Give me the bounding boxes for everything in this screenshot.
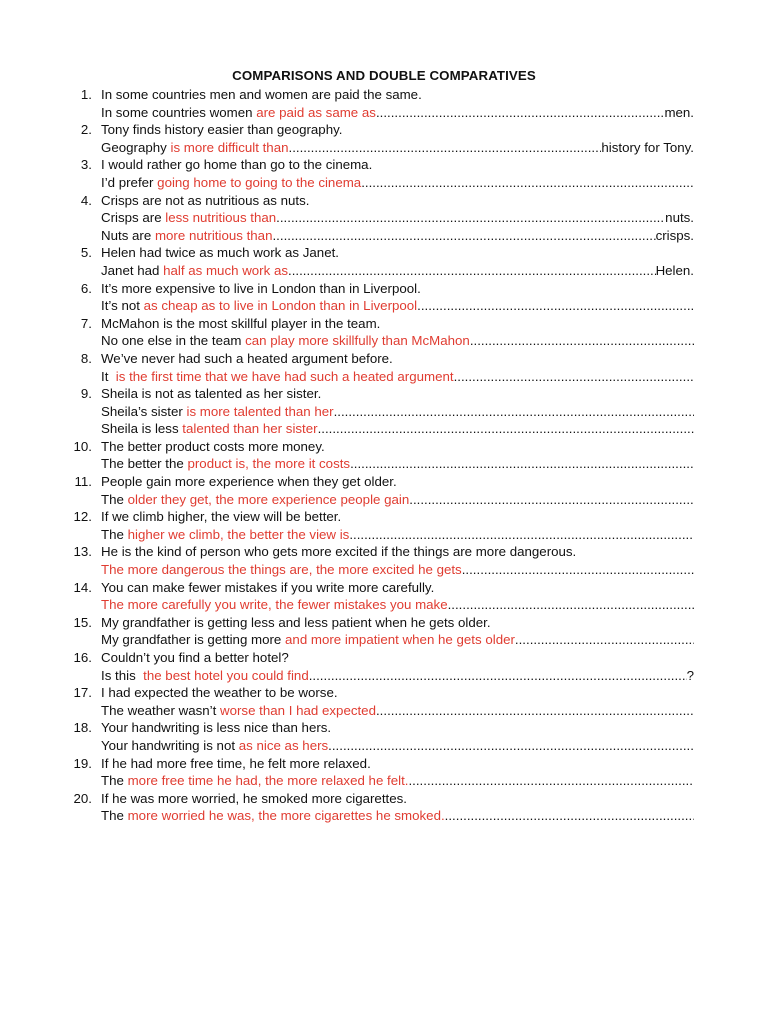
answer-lead-in: The [101, 773, 128, 789]
dotted-blank [408, 772, 694, 790]
dotted-blank [289, 139, 602, 157]
answer-ending: crisps. [655, 227, 694, 243]
exercise-number: 14. [73, 579, 92, 595]
dotted-blank [272, 227, 655, 245]
dotted-blank [318, 420, 694, 438]
exercise-prompt-line [0, 579, 768, 597]
dotted-blank [515, 631, 694, 649]
exercise-answer-line [0, 420, 768, 438]
answer-lead-in: The [101, 808, 128, 824]
exercise-number: 9. [80, 386, 92, 402]
answer-sentence [101, 772, 694, 790]
answer-text: and more impatient when he gets older [285, 632, 515, 648]
answer-text: going home to going to the cinema [157, 174, 362, 190]
answer-sentence [101, 455, 694, 473]
exercise-answer-line [0, 209, 768, 227]
exercise-prompt: If he had more free time, he felt more relaxed. [101, 755, 371, 771]
answer-lead-in: Your handwriting is not [101, 737, 239, 753]
exercise-answer-line [0, 262, 768, 280]
exercise-prompt-line [0, 614, 768, 632]
answer-lead-in: The weather wasn’t [101, 702, 220, 718]
answer-ending: men. [664, 104, 694, 120]
answer-lead-in: Geography [101, 139, 171, 155]
answer-lead-in: Sheila is less [101, 421, 183, 437]
exercise-prompt-line [0, 121, 768, 139]
exercise-prompt-line [0, 438, 768, 456]
answer-sentence [101, 702, 694, 720]
exercise-answer-line [0, 772, 768, 790]
exercise-number: 7. [80, 315, 92, 331]
answer-text: can play more skillfully than McMahon [245, 333, 470, 349]
answer-lead-in: Nuts are [101, 227, 155, 243]
answer-text: The more dangerous the things are, the more excited he gets [101, 562, 462, 578]
exercise-answer-line [0, 139, 768, 157]
exercise-number: 8. [80, 350, 92, 366]
answer-text: are paid as same as [256, 104, 376, 120]
answer-text: as nice as hers [238, 737, 329, 753]
exercise-prompt: It’s more expensive to live in London than in Liverpool. [101, 280, 421, 296]
dotted-blank [334, 403, 694, 421]
exercise-prompt: Couldn’t you find a better hotel? [101, 650, 289, 665]
answer-sentence [101, 420, 694, 438]
dotted-blank [376, 104, 664, 122]
answer-text: is more talented than her [186, 403, 334, 419]
answer-lead-in: Is this [101, 667, 144, 683]
exercise-prompt: If he was more worried, he smoked more cigarettes. [101, 790, 407, 806]
answer-text: older they get, the more experience people gain [127, 491, 410, 507]
exercise-number: 4. [80, 192, 92, 208]
answer-lead-in: Sheila’s sister [101, 403, 187, 419]
exercise-number: 18. [73, 720, 92, 736]
exercise-prompt-line [0, 755, 768, 773]
answer-lead-in: The [101, 491, 128, 507]
answer-text: is more difficult than [170, 139, 289, 155]
answer-lead-in: Crisps are [101, 210, 166, 226]
exercise-prompt-line [0, 350, 768, 368]
answer-text: The more carefully you write, the fewer mistakes you make [101, 597, 448, 613]
answer-text: product is, the more it costs [187, 456, 351, 472]
answer-text: more nutritious than [154, 227, 273, 243]
answer-lead-in: The better the [101, 456, 188, 472]
exercise-prompt-line [0, 543, 768, 561]
answer-text: as cheap as to live in London than in Liverpool [143, 298, 418, 314]
exercise-answer-line [0, 491, 768, 509]
exercise-number: 13. [73, 544, 92, 560]
answer-text: higher we climb, the better the view is [127, 526, 350, 542]
exercise-prompt: He is the kind of person who gets more excited if the things are more dangerous. [101, 544, 577, 560]
exercise-prompt: People gain more experience when they get older. [101, 474, 397, 490]
exercise-answer-line [0, 667, 768, 685]
exercise-prompt: Helen had twice as much work as Janet. [101, 245, 339, 261]
answer-sentence [101, 368, 694, 386]
exercise-number: 15. [73, 614, 92, 630]
answer-lead-in: It’s not [101, 298, 144, 314]
answer-text: is the first time that we have had such a heated argument [115, 368, 454, 384]
answer-text: more worried he was, the more cigarettes he smoked. [127, 808, 445, 824]
exercise-number: 6. [80, 280, 92, 296]
answer-sentence [101, 104, 694, 122]
exercise-prompt: You can make fewer mistakes if you write more carefully. [101, 579, 435, 595]
answer-lead-in: It [101, 368, 116, 384]
answer-sentence [101, 403, 694, 421]
exercise-answer-line [0, 403, 768, 421]
exercise-prompt: If we climb higher, the view will be better. [101, 509, 342, 525]
exercise-number: 1. [80, 87, 92, 102]
dotted-blank [454, 368, 694, 386]
answer-sentence [101, 807, 694, 825]
answer-sentence [101, 561, 694, 579]
answer-text: the best hotel you could find [143, 667, 309, 683]
exercise-prompt: In some countries men and women are paid the same. [101, 87, 422, 102]
answer-sentence [101, 332, 694, 350]
exercise-number: 16. [73, 650, 92, 665]
exercise-answer-line [0, 174, 768, 192]
answer-text: more free time he had, the more relaxed he felt. [127, 773, 409, 789]
dotted-blank [417, 297, 694, 315]
answer-text: worse than I had expected [220, 702, 376, 718]
answer-sentence [101, 631, 694, 649]
exercise-answer-line [0, 526, 768, 544]
exercise-prompt: Tony finds history easier than geography. [101, 122, 343, 138]
exercise-number: 10. [73, 438, 92, 454]
dotted-blank [470, 332, 694, 350]
answer-sentence [101, 737, 694, 755]
answer-sentence [101, 209, 694, 227]
answer-ending: ? [686, 667, 694, 683]
answer-sentence [101, 596, 694, 614]
dotted-blank [288, 262, 656, 280]
worksheet-title: COMPARISONS AND DOUBLE COMPARATIVES [232, 68, 536, 83]
exercise-prompt-line [0, 280, 768, 298]
dotted-blank [445, 807, 694, 825]
dotted-blank [361, 174, 694, 192]
exercise-answer-line [0, 807, 768, 825]
dotted-blank [462, 561, 694, 579]
exercise-answer-line [0, 104, 768, 122]
exercise-answer-line [0, 631, 768, 649]
dotted-blank [349, 526, 694, 544]
dotted-blank [376, 702, 694, 720]
answer-lead-in: The [101, 526, 128, 542]
answer-lead-in: No one else in the team [101, 333, 246, 349]
exercise-prompt: Your handwriting is less nice than hers. [101, 720, 332, 736]
answer-ending: Helen. [655, 262, 694, 278]
answer-lead-in: I’d prefer [101, 174, 158, 190]
exercise-answer-line [0, 702, 768, 720]
exercise-number: 17. [73, 685, 92, 701]
exercise-prompt-line [0, 315, 768, 333]
exercise-prompt: My grandfather is getting less and less patient when he gets older. [101, 614, 491, 630]
exercise-answer-line [0, 332, 768, 350]
dotted-blank [350, 455, 694, 473]
exercise-answer-line [0, 297, 768, 315]
exercise-prompt: McMahon is the most skillful player in the team. [101, 315, 381, 331]
dotted-blank [309, 667, 687, 685]
answer-sentence [101, 667, 694, 685]
exercise-prompt-line [0, 473, 768, 491]
exercise-number: 20. [73, 790, 92, 806]
dotted-blank [448, 596, 694, 614]
exercise-number: 2. [80, 122, 92, 138]
dotted-blank [328, 737, 694, 755]
answer-sentence [101, 491, 694, 509]
answer-sentence [101, 526, 694, 544]
exercise-prompt-line [0, 156, 768, 174]
exercise-answer-line [0, 455, 768, 473]
answer-text: talented than her sister [182, 421, 318, 437]
exercise-number: 19. [73, 755, 92, 771]
dotted-blank [409, 491, 694, 509]
answer-sentence [101, 297, 694, 315]
answer-ending: nuts. [665, 210, 694, 226]
exercise-answer-line [0, 561, 768, 579]
exercise-answer-line [0, 596, 768, 614]
exercise-prompt-line [0, 385, 768, 403]
exercise-prompt-line [0, 86, 768, 104]
answer-sentence [101, 139, 694, 157]
exercise-prompt: I would rather go home than go to the cinema. [101, 157, 373, 173]
exercise-prompt: We’ve never had such a heated argument before. [101, 350, 393, 366]
dotted-blank [276, 209, 665, 227]
exercise-prompt: Sheila is not as talented as her sister. [101, 386, 322, 402]
exercise-answer-line [0, 227, 768, 245]
exercise-prompt-line [0, 508, 768, 526]
exercise-number: 12. [73, 509, 92, 525]
exercise-prompt: The better product costs more money. [101, 438, 325, 454]
answer-lead-in: My grandfather is getting more [101, 632, 286, 648]
exercise-answer-line [0, 368, 768, 386]
exercise-prompt-line [0, 192, 768, 210]
answer-text: half as much work as [163, 262, 289, 278]
exercise-number: 3. [80, 157, 92, 173]
exercise-prompt-line [0, 684, 768, 702]
exercise-prompt: I had expected the weather to be worse. [101, 685, 338, 701]
exercise-prompt-line [0, 719, 768, 737]
exercise-prompt-line [0, 244, 768, 262]
answer-ending: history for Tony. [601, 139, 694, 155]
exercise-prompt-line [0, 649, 768, 667]
answer-lead-in: In some countries women [101, 104, 257, 120]
exercise-answer-line [0, 737, 768, 755]
exercise-number: 11. [74, 474, 92, 490]
answer-sentence [101, 227, 694, 245]
answer-sentence [101, 262, 694, 280]
exercise-list [0, 86, 768, 825]
exercise-prompt: Crisps are not as nutritious as nuts. [101, 192, 310, 208]
answer-sentence [101, 174, 694, 192]
answer-text: less nutritious than [165, 210, 277, 226]
exercise-prompt-line [0, 790, 768, 808]
answer-lead-in: Janet had [101, 262, 164, 278]
exercise-number: 5. [80, 245, 92, 261]
